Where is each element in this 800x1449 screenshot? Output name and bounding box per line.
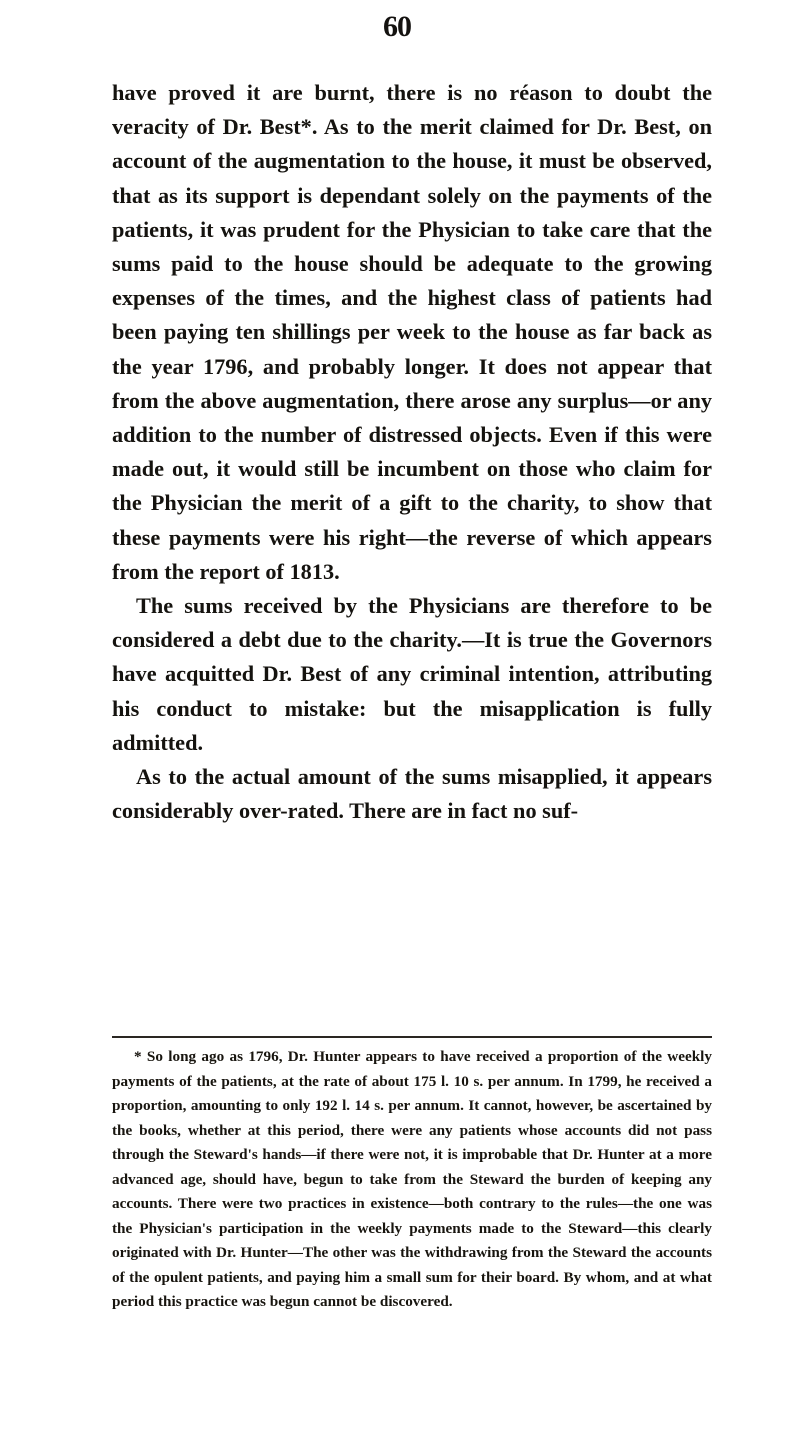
footnote (112, 1045, 712, 1315)
page-number: 60 (383, 10, 411, 43)
paragraph: have proved it are burnt, there is no réason to doubt the veracity of Dr. Best*. As to the merit claimed for Dr. Best, on account of the augmentation to the house, it must be observed, that as its support is dependant solely on the payments of the patients, it was prudent for the Physician to take care that the sums paid to the house should be adequate to the growing expenses of the times, and the highest class of patients had been paying ten shillings per week to the house as far back as the year 1796, and probably longer. It does not appear that from the above augmentation, there arose any surplus—or any addition to the number of distressed objects. Even if this were made out, it would still be incumbent on those who claim for the Physician the merit of a gift to the charity, to show that these payments were his right—the reverse of which appears from the report of 1813. (112, 80, 712, 584)
footnote-divider (112, 1036, 712, 1038)
footnote-text: * So long ago as 1796, Dr. Hunter appears to have received a proportion of the weekly payments of the patients, at the rate of about 175 l. 10 s. per annum. In 1799, he received a proportion, amounting to only 192 l. 14 s. per annum. It cannot, however, be ascertained by the books, whether at this period, there were any patients whose accounts did not pass through the Steward's hands—if there were not, it is improbable that Dr. Hunter at a more advanced age, should have, begun to take from the Steward the burden of keeping any accounts. There were two practices in existence—both contrary to the rules—the one was the Physician's participation in the weekly payments made to the Steward—this clearly originated with Dr. Hunter—The other was the withdrawing from the Steward the accounts of the opulent patients, and paying him a small sum for their board. By whom, and at what period this practice was begun cannot be discovered. (112, 1048, 712, 1310)
paragraph: As to the actual amount of the sums misapplied, it appears considerably over-rated. There are in fact no suf- (112, 764, 712, 824)
paragraph: The sums received by the Physicians are therefore to be considered a debt due to the charity.—It is true the Governors have acquitted Dr. Best of any criminal intention, attributing his conduct to mistake: but the misapplication is fully admitted. (112, 593, 712, 755)
main-text (112, 76, 712, 828)
